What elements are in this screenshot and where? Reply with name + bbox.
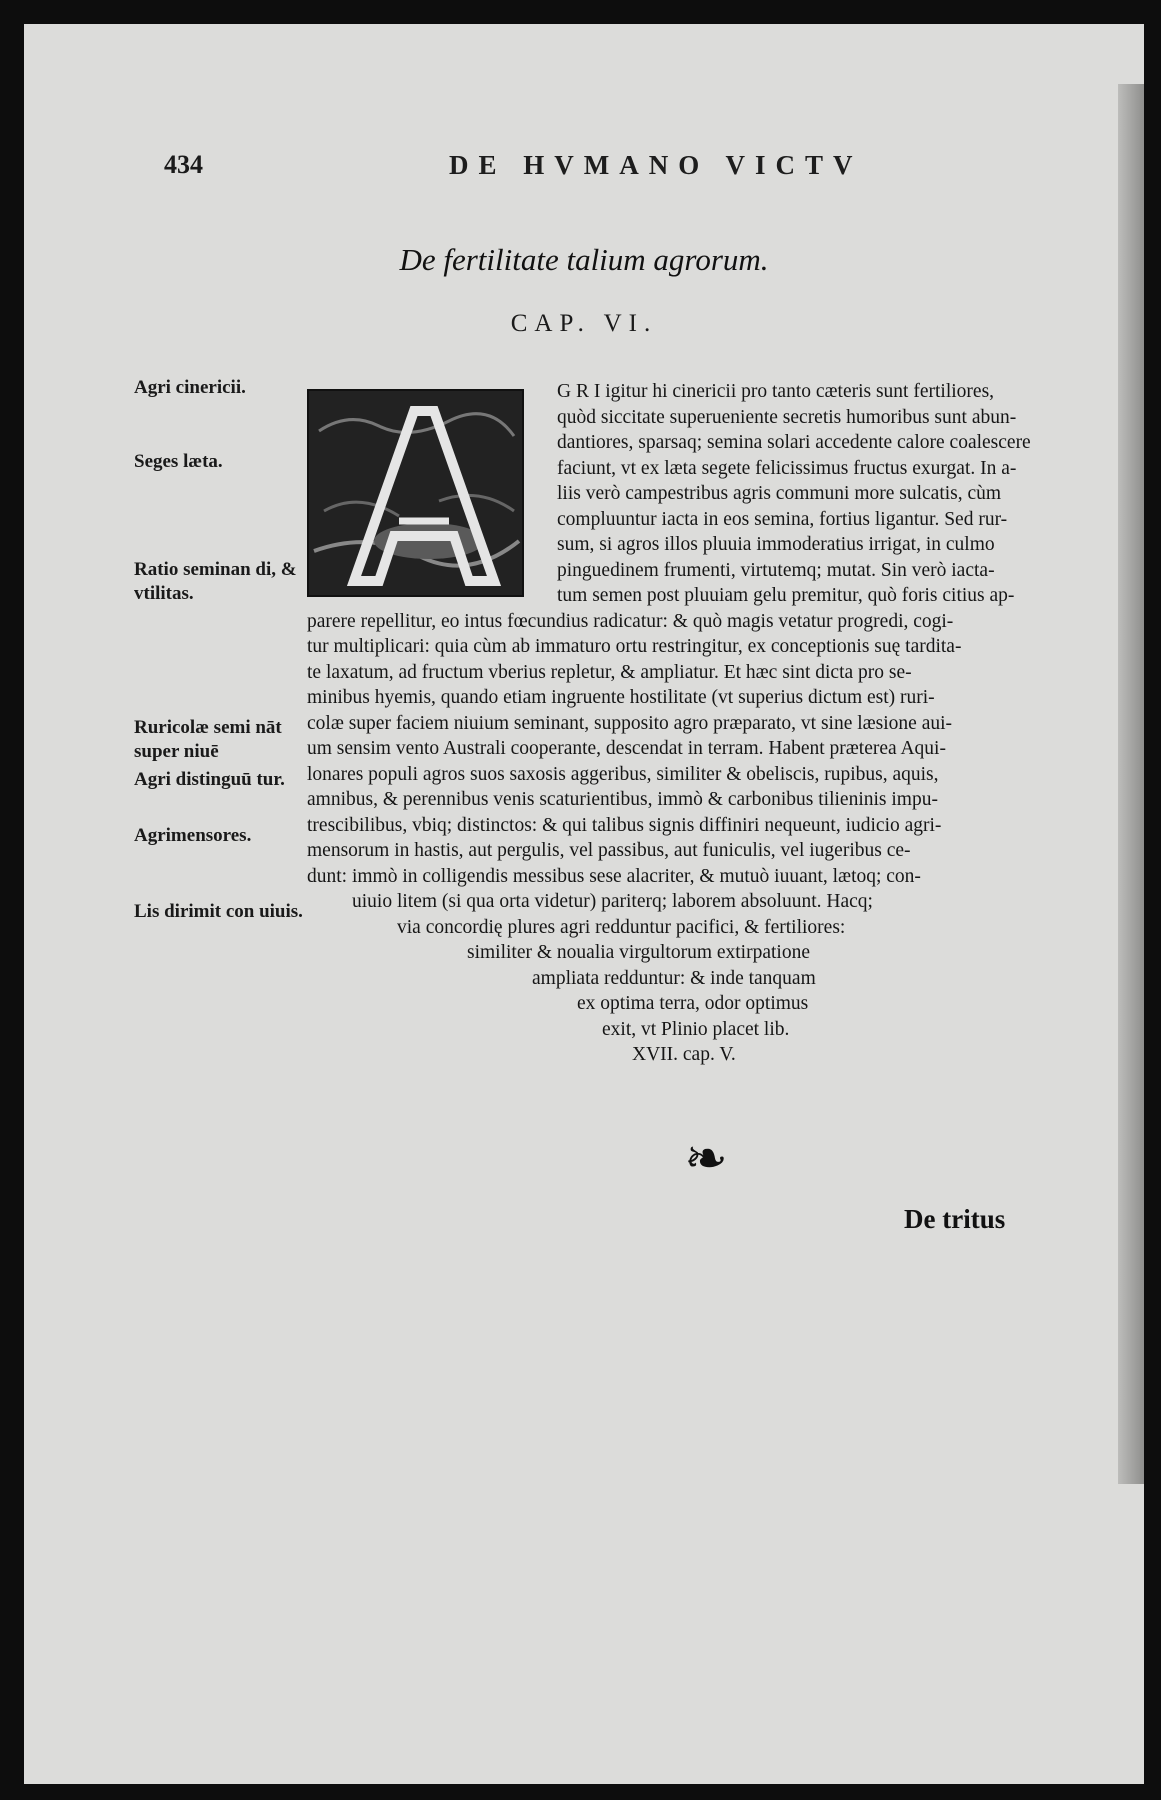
text-line: colæ super faciem niuium seminant, supposito agro præparato, vt sine læsione aui- xyxy=(307,712,953,734)
text-line: te laxatum, ad fructum vberius repletur, & ampliatur. Et hæc sint dicta pro se- xyxy=(307,661,912,683)
catchword: De tritus xyxy=(904,1204,1006,1234)
margin-note: Agri distinguū tur. xyxy=(134,769,285,790)
margin-note: Agri cinericii. xyxy=(134,377,246,398)
margin-note: Lis dirimit con uiuis. xyxy=(134,901,303,922)
text-line: similiter & noualia virgultorum extirpatione xyxy=(467,942,810,963)
book-page xyxy=(24,24,1144,1784)
folio-number: 434 xyxy=(164,150,203,179)
page-header xyxy=(164,142,1024,186)
text-line: G R I igitur hi cinericii pro tanto cæteris sunt fertiliores, xyxy=(557,381,995,402)
woodcut-initial xyxy=(307,389,524,597)
text-line: trescibilibus, vbiq; distinctos: & qui talibus signis diffiniri nequeunt, iudicio agri- xyxy=(307,814,942,836)
text-line: ex optima terra, odor optimus xyxy=(577,993,809,1014)
text-line: quòd siccitate superueniente secretis humoribus sunt abun- xyxy=(557,406,1017,428)
text-line: liis verò campestribus agris communi more sulcatis, cùm xyxy=(557,483,1002,504)
fleuron-icon: ❧ xyxy=(684,1131,728,1188)
text-line: uiuio litem (si qua orta videtur) pariterq; laborem absoluunt. Hacq; xyxy=(352,891,873,912)
facing-page-edge xyxy=(1118,84,1144,1484)
text-line: ampliata redduntur: & inde tanquam xyxy=(532,967,816,989)
text-line: sum, si agros illos pluuia immoderatius irrigat, in culmo xyxy=(557,534,995,555)
running-title: DE HVMANO VICTV xyxy=(449,150,863,180)
margin-note: Seges læta. xyxy=(134,451,223,472)
text-line: um sensim vento Australi cooperante, descendat in terram. Habent præterea Aqui- xyxy=(307,738,946,759)
woodcut-initial-icon xyxy=(309,391,522,595)
text-line: mensorum in hastis, aut pergulis, vel passibus, aut funiculis, vel iugeribus ce- xyxy=(307,840,911,861)
text-line: amnibus, & perennibus venis scaturientibus, immò & carbonibus tilieninis impu- xyxy=(307,789,938,810)
text-line: pinguedinem frumenti, virtutemq; mutat. Sin verò iacta- xyxy=(557,559,995,581)
text-line: XVII. cap. V. xyxy=(632,1044,736,1065)
text-line: tum semen post pluuiam gelu premitur, quò foris citius ap- xyxy=(557,585,1015,606)
text-line: dunt: immò in colligendis messibus sese alacriter, & mutuò iuuant, lætoq; con- xyxy=(307,865,921,887)
chapter-number: CAP. VI. xyxy=(510,310,658,337)
text-line: compluuntur iacta in eos semina, fortius ligantur. Sed rur- xyxy=(557,508,1008,530)
margin-note: Agrimensores. xyxy=(134,825,252,846)
text-line: tur multiplicari: quia cùm ab immaturo ortu restringitur, ex conceptionis suę tardita- xyxy=(307,636,962,657)
text-line: parere repellitur, eo intus fœcundius radicatur: & quò magis vetatur progredi, cogi- xyxy=(307,610,954,632)
chapter-title: De fertilitate talium agrorum. xyxy=(399,242,769,277)
text-line: exit, vt Plinio placet lib. xyxy=(602,1018,790,1040)
text-line: minibus hyemis, quando etiam ingruente hostilitate (vt superius dictum est) ruri- xyxy=(307,687,935,708)
text-line: faciunt, vt ex læta segete felicissimus fructus exurgat. In a- xyxy=(557,457,1017,479)
margin-note: Ratio seminan di, & vtilitas. xyxy=(134,559,297,604)
margin-note: Ruricolæ semi nāt super niuē xyxy=(134,717,282,762)
text-line: dantiores, sparsaq; semina solari accedente calore coalescere xyxy=(557,432,1031,453)
text-line: via concordię plures agri redduntur pacifici, & fertiliores: xyxy=(397,916,846,938)
text-line: lonares populi agros suos saxosis aggeribus, similiter & obeliscis, rupibus, aquis, xyxy=(307,763,939,785)
